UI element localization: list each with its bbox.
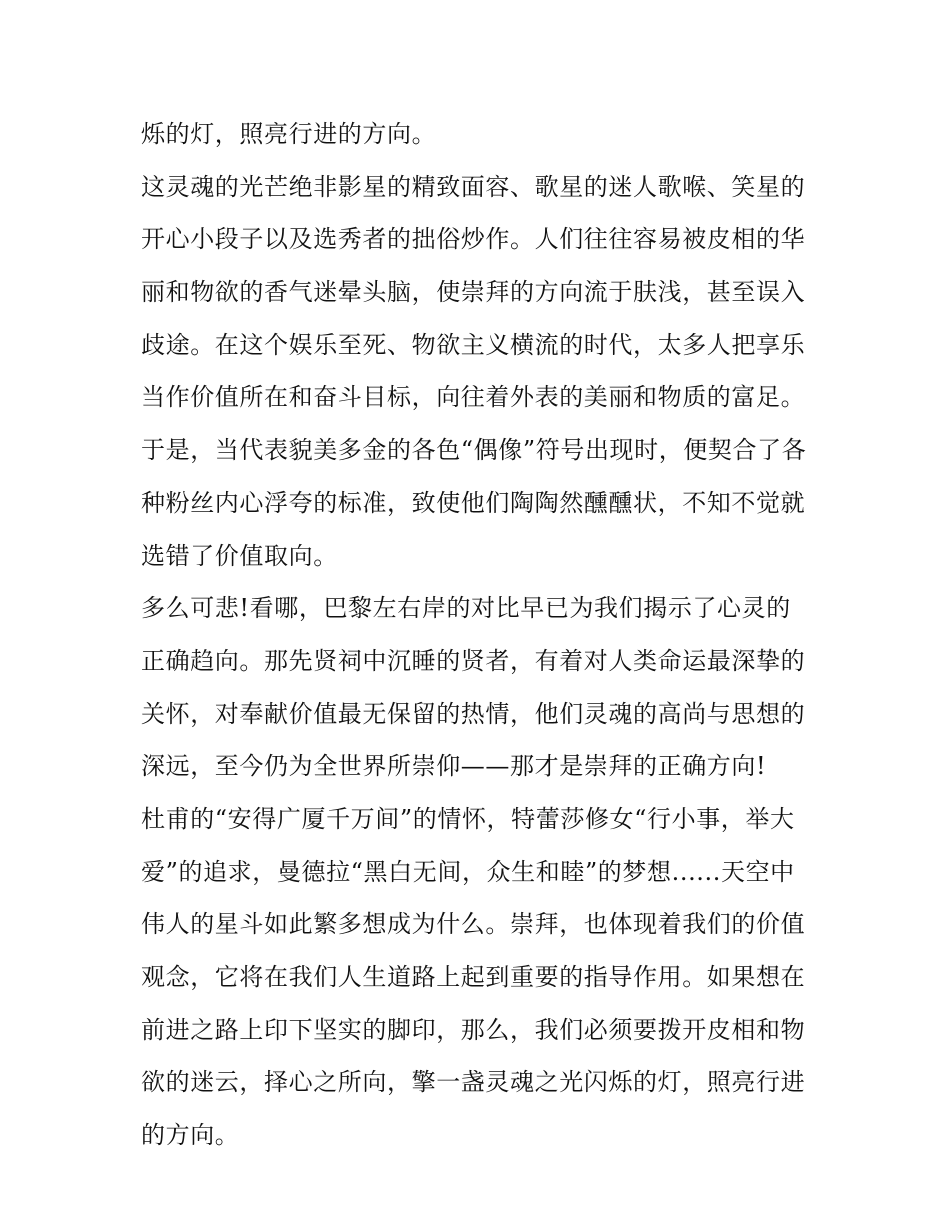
text-line: 于是，当代表貌美多金的各色“偶像”符号出现时，便契合了各	[141, 436, 807, 465]
text-line: 正确趋向。那先贤祠中沉睡的贤者，有着对人类命运最深挚的	[141, 646, 806, 675]
text-line: 种粉丝内心浮夸的标准，致使他们陶陶然醺醺状，不知不觉就	[141, 488, 806, 517]
text-line: 丽和物欲的香气迷晕头脑，使崇拜的方向流于肤浅，甚至误入	[141, 278, 806, 307]
text-line: 选错了价值取向。	[141, 541, 338, 570]
text-line: 烁的灯，照亮行进的方向。	[141, 120, 437, 148]
text-line: 观念，它将在我们人生道路上起到重要的指导作用。如果想在	[141, 963, 806, 991]
text-line: 欲的迷云，择心之所向，擎一盏灵魂之光闪烁的灯，照亮行进	[141, 1068, 806, 1097]
text-line: 多么可悲!看哪，巴黎左右岸的对比早已为我们揭示了心灵的	[141, 594, 791, 623]
text-line: 开心小段子以及选秀者的拙俗炒作。人们往往容易被皮相的华	[141, 225, 806, 254]
text-line: 歧途。在这个娱乐至死、物欲主义横流的时代，太多人把享乐	[141, 330, 806, 359]
text-line: 爱”的追求，曼德拉“黑白无间，众生和睦”的梦想......天空中	[141, 857, 795, 886]
text-line: 前进之路上印下坚实的脚印，那么，我们必须要拨开皮相和物	[141, 1015, 806, 1044]
text-line: 的方向。	[141, 1121, 240, 1150]
text-line: 杜甫的“安得广厦千万间”的情怀，特蕾莎修女“行小事，举大	[141, 804, 795, 833]
text-line: 深远，至今仍为全世界所崇仰——那才是崇拜的正确方向!	[141, 752, 767, 781]
text-line: 当作价值所在和奋斗目标，向往着外表的美丽和物质的富足。	[141, 383, 806, 412]
essay-body	[141, 108, 831, 1162]
text-line: 伟人的星斗如此繁多想成为什么。崇拜，也体现着我们的价值	[141, 910, 806, 939]
text-line: 这灵魂的光芒绝非影星的精致面容、歌星的迷人歌喉、笑星的	[141, 172, 806, 201]
text-line: 关怀，对奉献价值最无保留的热情，他们灵魂的高尚与思想的	[141, 699, 806, 728]
